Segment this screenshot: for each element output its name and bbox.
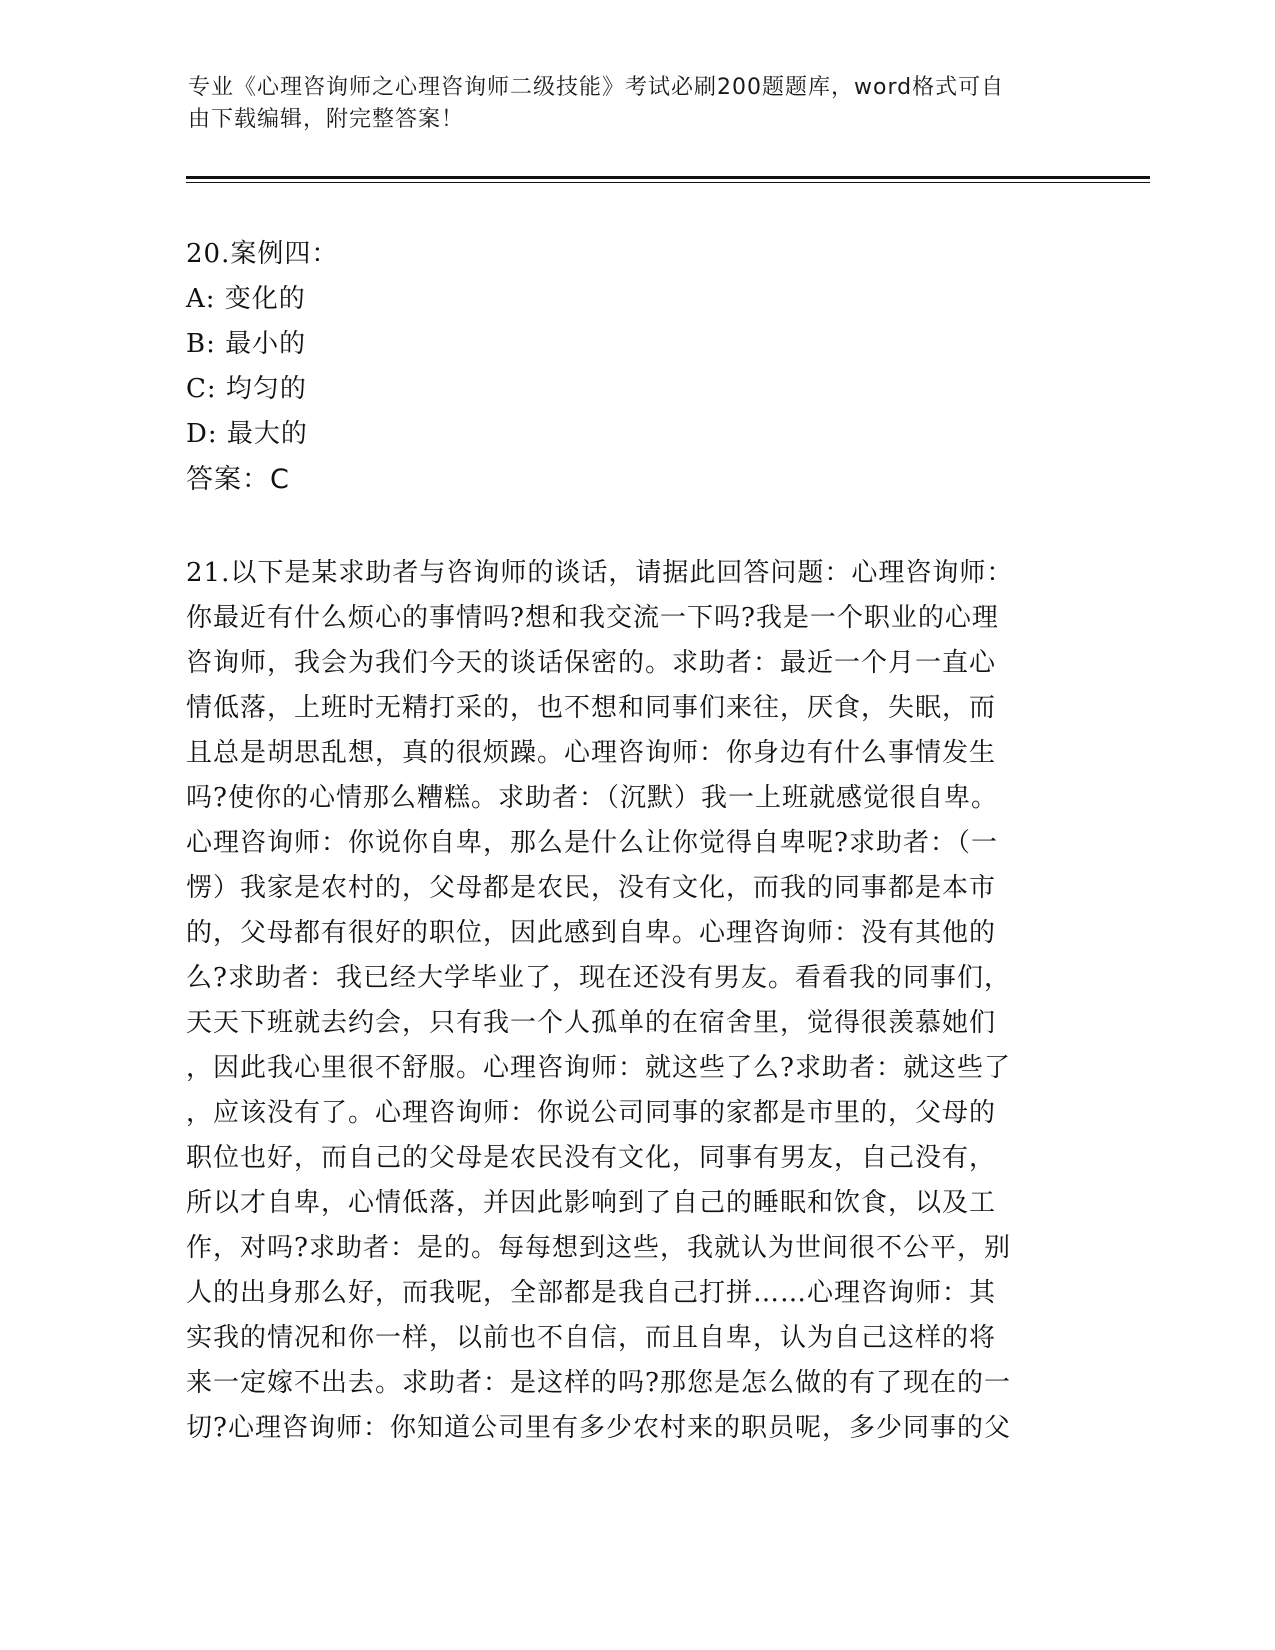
- question-21-line: 愣）我家是农村的，父母都是农民，没有文化，而我的同事都是本市: [186, 873, 997, 903]
- question-21-line: 你最近有什么烦心的事情吗?想和我交流一下吗?我是一个职业的心理: [186, 603, 999, 633]
- question-20-answer: 答案：C: [186, 464, 290, 495]
- question-21-line: 情低落，上班时无精打采的，也不想和同事们来往，厌食，失眠，而: [186, 693, 997, 723]
- question-20: [186, 232, 1086, 502]
- question-21-line: ，因此我心里很不舒服。心理咨询师：就这些了么?求助者：就这些了: [186, 1053, 1011, 1083]
- header-line-1: 专业《心理咨询师之心理咨询师二级技能》考试必刷200题题库，word格式可自: [188, 75, 1005, 100]
- question-21-line: 么?求助者：我已经大学毕业了，现在还没有男友。看看我的同事们，: [186, 963, 1011, 993]
- question-21-line: 且总是胡思乱想，真的很烦躁。心理咨询师：你身边有什么事情发生: [186, 738, 997, 768]
- question-21-line: 作，对吗?求助者：是的。每每想到这些，我就认为世间很不公平，别: [186, 1233, 1011, 1263]
- question-20-option-c: C: 均匀的: [186, 374, 307, 404]
- question-20-stem: 20.案例四：: [186, 239, 339, 269]
- document-header: [188, 72, 1068, 136]
- header-divider-thin: [186, 182, 1150, 183]
- question-21-line: 所以才自卑，心情低落，并因此影响到了自己的睡眠和饮食，以及工: [186, 1188, 997, 1218]
- question-21-line: 职位也好，而自己的父母是农民没有文化，同事有男友，自己没有，: [186, 1143, 997, 1173]
- question-21-line: 来一定嫁不出去。求助者：是这样的吗?那您是怎么做的有了现在的一: [186, 1368, 1011, 1398]
- question-21-line: ，应该没有了。心理咨询师：你说公司同事的家都是市里的，父母的: [186, 1098, 997, 1128]
- header-divider-thick: [186, 176, 1150, 179]
- question-21-line: 实我的情况和你一样，以前也不自信，而且自卑，认为自己这样的将: [186, 1323, 997, 1353]
- question-20-option-d: D: 最大的: [186, 419, 308, 449]
- question-21-line: 吗?使你的心情那么糟糕。求助者：（沉默）我一上班就感觉很自卑。: [186, 783, 998, 813]
- question-21-line: 的，父母都有很好的职位，因此感到自卑。心理咨询师：没有其他的: [186, 918, 997, 948]
- question-20-option-b: B: 最小的: [186, 329, 307, 359]
- question-21-line: 心理咨询师：你说你自卑，那么是什么让你觉得自卑呢?求助者：（一: [186, 828, 998, 858]
- question-21-line: 人的出身那么好，而我呢，全部都是我自己打拼……心理咨询师：其: [186, 1278, 997, 1308]
- question-21-line: 切?心理咨询师：你知道公司里有多少农村来的职员呢，多少同事的父: [186, 1413, 1011, 1443]
- question-21-line: 咨询师，我会为我们今天的谈话保密的。求助者：最近一个月一直心: [186, 648, 997, 678]
- question-20-option-a: A: 变化的: [186, 284, 306, 314]
- question-21-line: 天天下班就去约会，只有我一个人孤单的在宿舍里，觉得很羡慕她们: [186, 1008, 997, 1038]
- question-21-line: 21.以下是某求助者与咨询师的谈话，请据此回答问题：心理咨询师：: [186, 558, 1014, 588]
- question-21: [186, 551, 1066, 1451]
- header-line-2: 由下载编辑，附完整答案！: [188, 107, 465, 132]
